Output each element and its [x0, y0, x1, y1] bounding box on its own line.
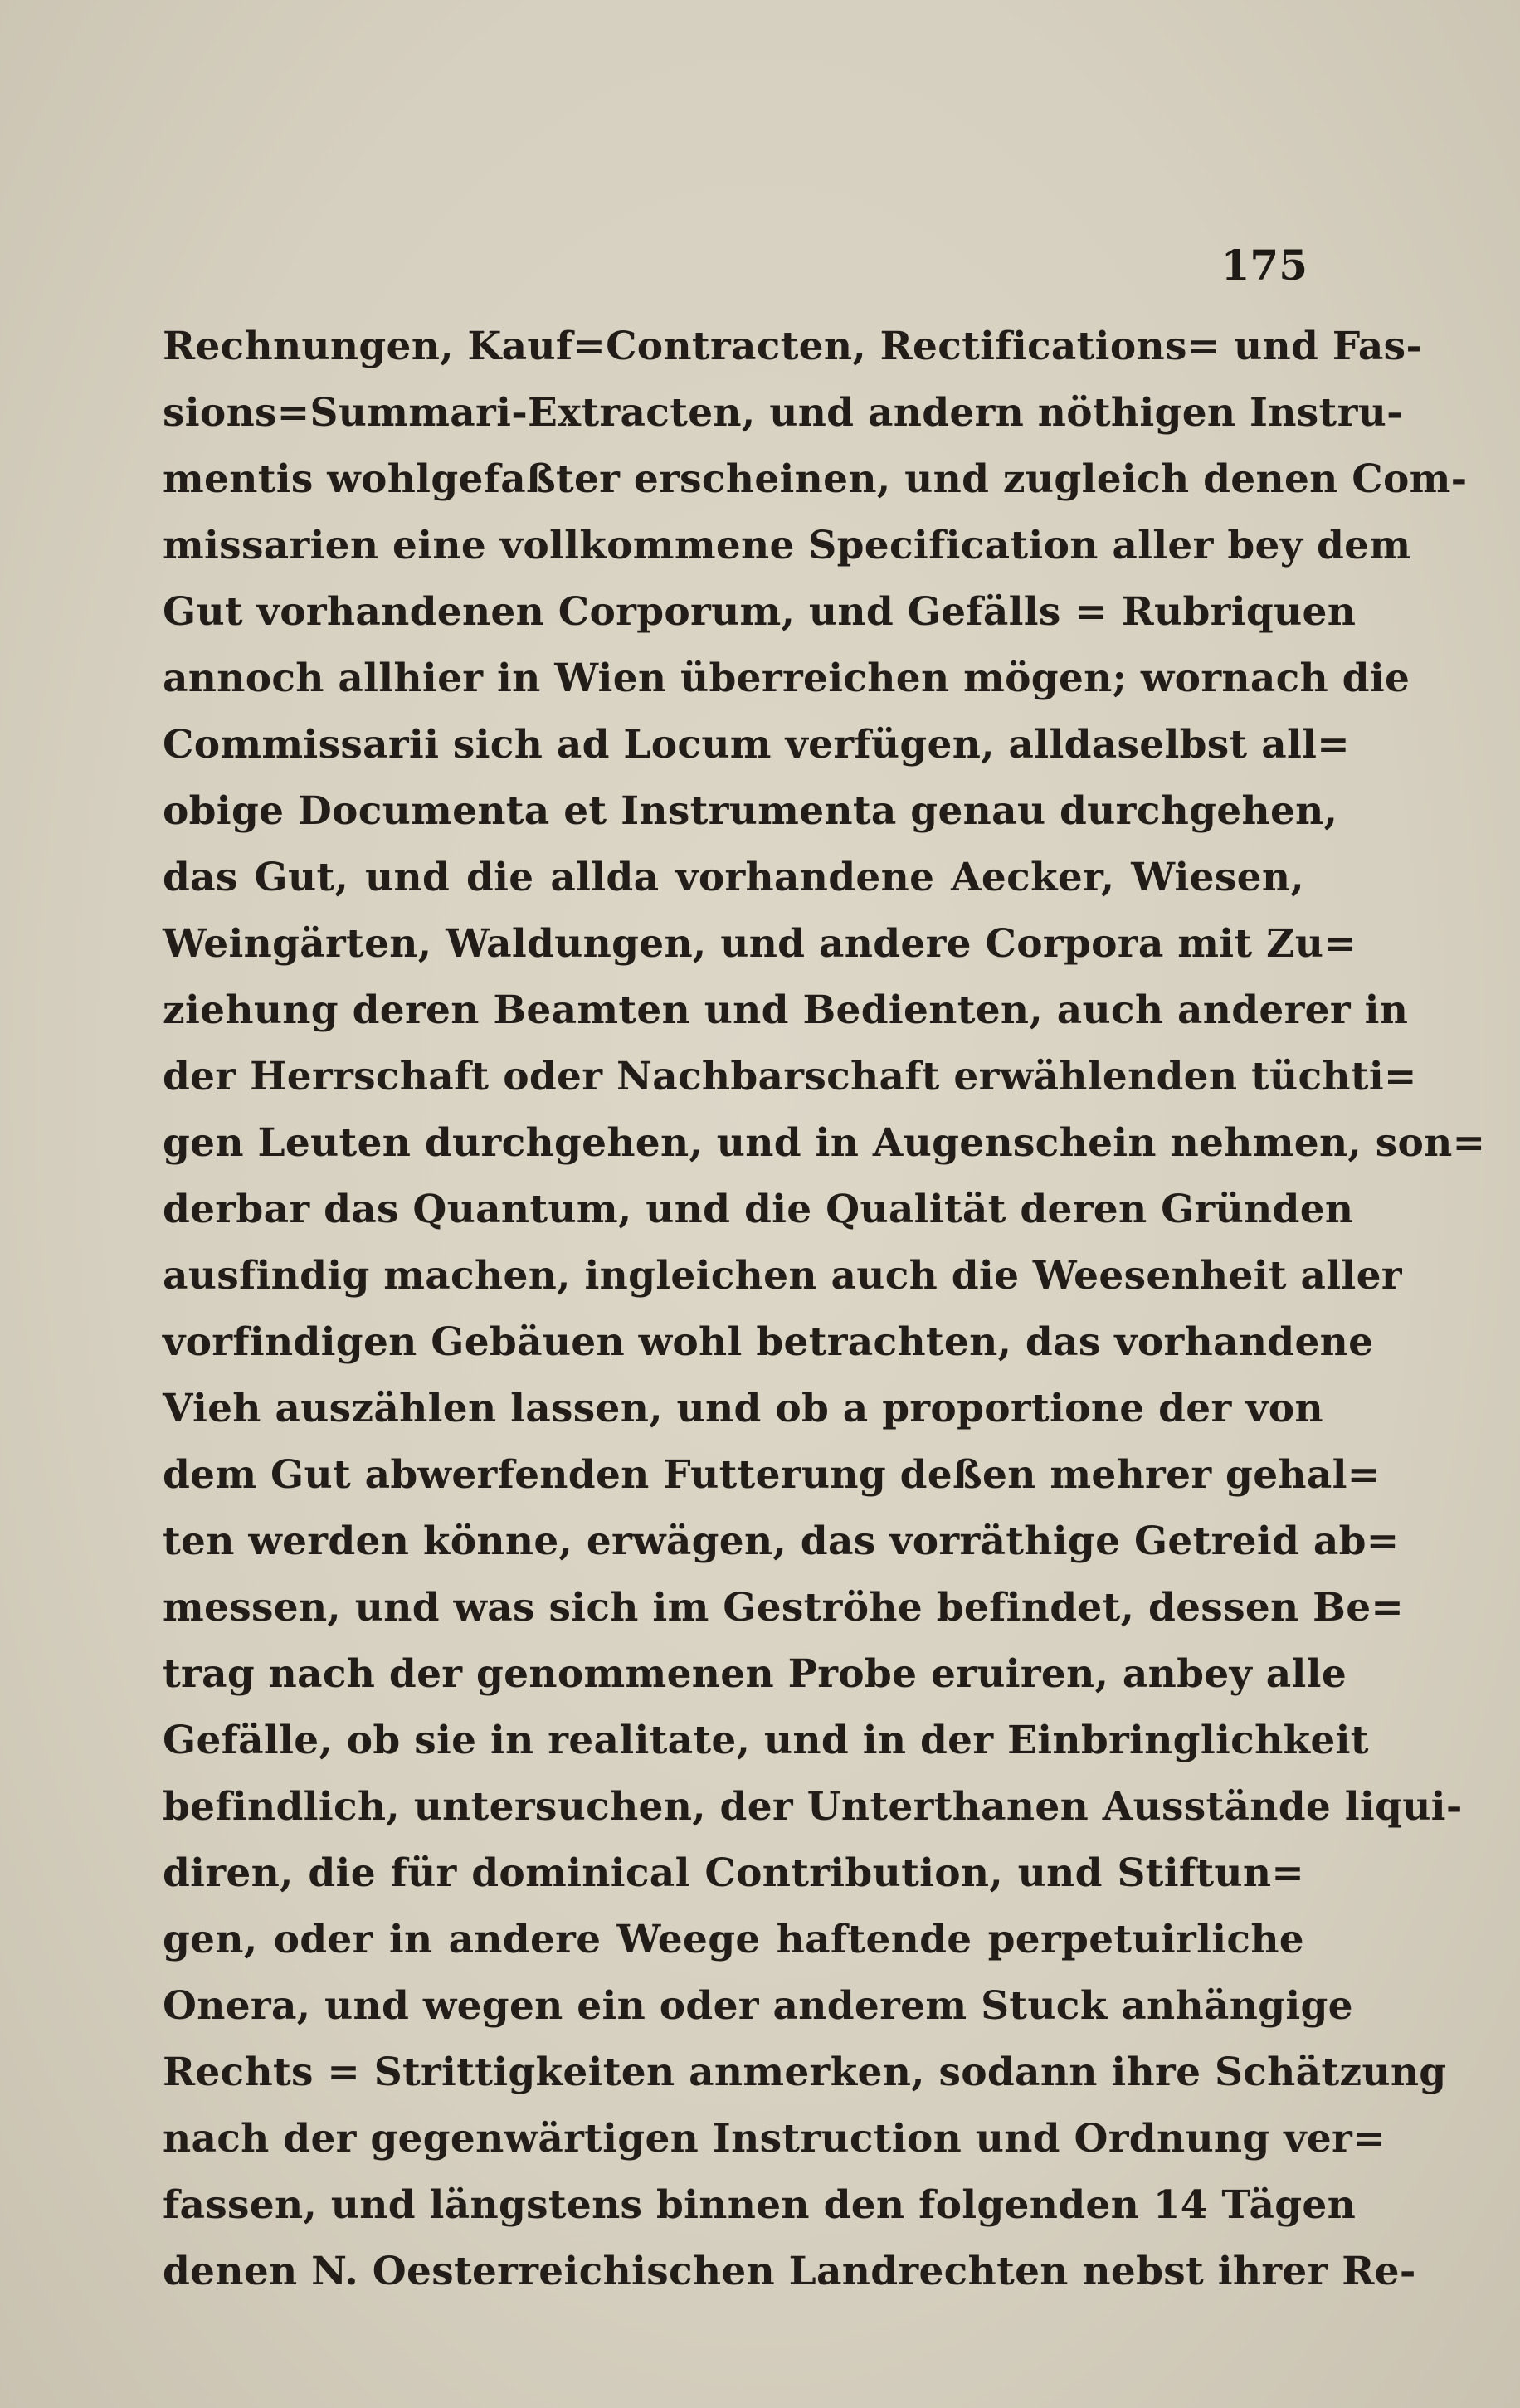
text-line: ausfindig machen, ingleichen auch die Weesenheit aller	[163, 1253, 1402, 1299]
text-line: nach der gegenwärtigen Instruction und Ordnung ver=	[163, 2116, 1386, 2162]
page-number: 175	[1220, 241, 1308, 290]
text-line: der Herrschaft oder Nachbarschaft erwählenden tüchti=	[163, 1054, 1417, 1099]
text-line: obige Documenta et Instrumenta genau durchgehen,	[163, 788, 1338, 834]
text-line: Gefälle, ob sie in realitate, und in der Einbringlichkeit	[163, 1718, 1369, 1763]
text-line: Commissarii sich ad Locum verfügen, alldaselbst all=	[163, 722, 1350, 768]
text-line: mentis wohlgefaßter erscheinen, und zugleich denen Com-	[163, 456, 1468, 502]
text-line: sions=Summari-Extracten, und andern nöthigen Instru-	[163, 390, 1403, 436]
text-line: derbar das Quantum, und die Qualität deren Gründen	[163, 1187, 1354, 1232]
text-line: fassen, und längstens binnen den folgenden 14 Tägen	[163, 2182, 1357, 2228]
text-line: trag nach der genommenen Probe eruiren, anbey alle	[163, 1651, 1347, 1697]
text-line: annoch allhier in Wien überreichen mögen; wornach die	[163, 656, 1410, 701]
text-line: ziehung deren Beamten und Bedienten, auch anderer in	[163, 987, 1409, 1033]
text-line: gen Leuten durchgehen, und in Augenschein nehmen, son=	[163, 1120, 1486, 1166]
text-line: das Gut, und die allda vorhandene Aecker, Wiesen,	[163, 855, 1304, 900]
text-line: gen, oder in andere Weege haftende perpetuirliche	[163, 1917, 1304, 1962]
text-line: Rechts = Strittigkeiten anmerken, sodann ihre Schätzung	[163, 2050, 1447, 2095]
text-line: messen, und was sich im Geströhe befindet, dessen Be=	[163, 1585, 1405, 1631]
text-line: denen N. Oesterreichischen Landrechten nebst ihrer Re-	[163, 2249, 1416, 2294]
text-line: diren, die für dominical Contribution, und Stiftun=	[163, 1850, 1304, 1896]
text-line: ten werden könne, erwägen, das vorräthige Getreid ab=	[163, 1518, 1400, 1564]
text-line: Vieh auszählen lassen, und ob a proportione der von	[163, 1386, 1323, 1431]
text-line: dem Gut abwerfenden Futterung deßen mehrer gehal=	[163, 1452, 1381, 1498]
text-line: Weingärten, Waldungen, und andere Corpora mit Zu=	[163, 921, 1357, 967]
text-line: missarien eine vollkommene Specification aller bey dem	[163, 523, 1411, 568]
text-line: Gut vorhandenen Corporum, und Gefälls = Rubriquen	[163, 589, 1357, 635]
text-line: Onera, und wegen ein oder anderem Stuck anhängige	[163, 1983, 1353, 2029]
body-text	[163, 314, 1486, 2305]
text-line: befindlich, untersuchen, der Unterthanen Ausstände liqui-	[163, 1784, 1463, 1830]
text-line: Rechnungen, Kauf=Contracten, Rectifications= und Fas-	[163, 324, 1423, 369]
text-line: vorfindigen Gebäuen wohl betrachten, das vorhandene	[163, 1319, 1374, 1365]
